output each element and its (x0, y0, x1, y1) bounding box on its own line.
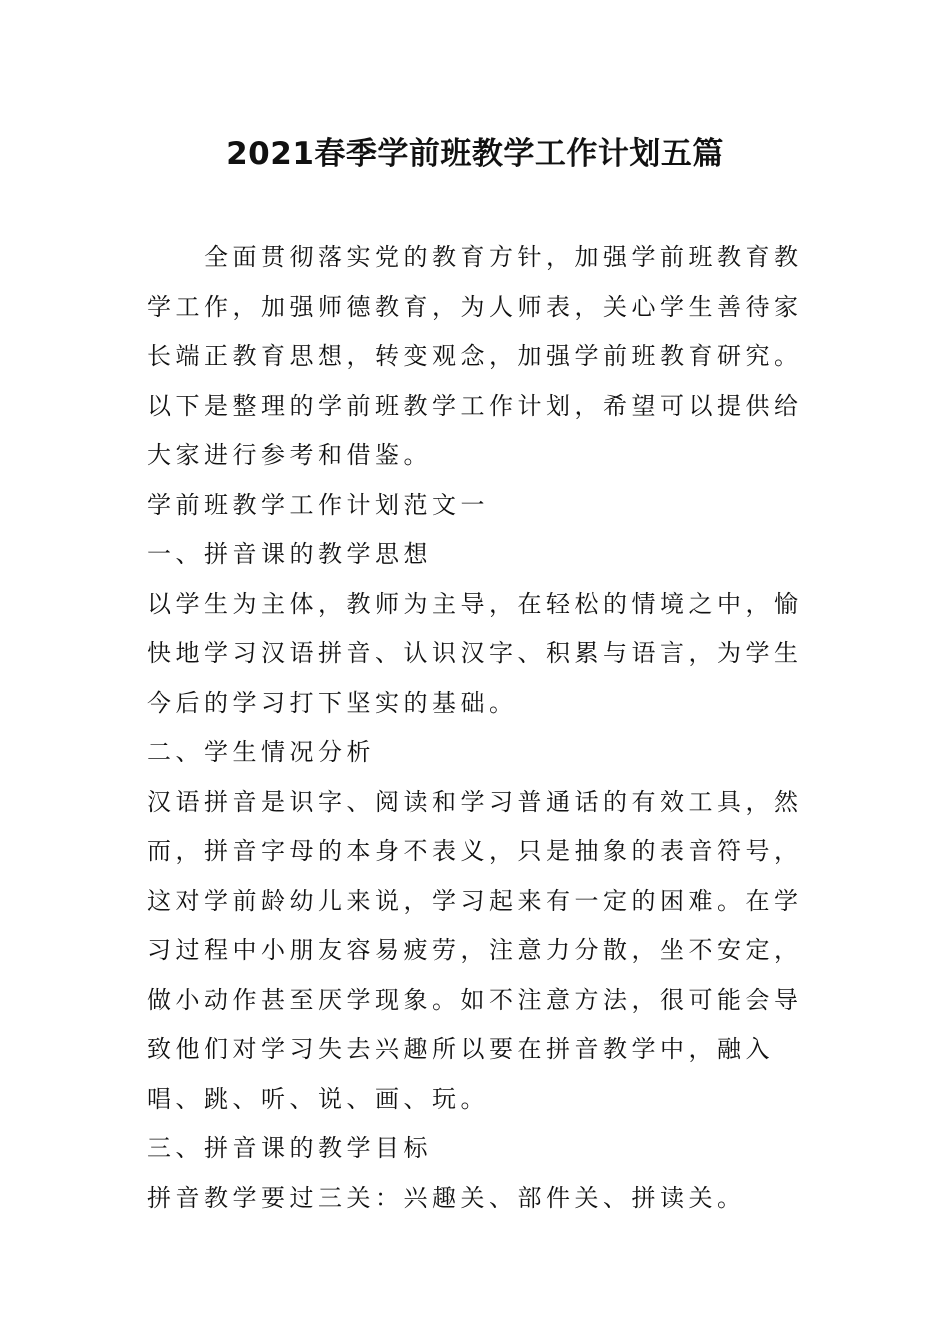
subheading-teaching-philosophy: 一、拼音课的教学思想 (147, 540, 432, 568)
subheading-teaching-goals: 三、拼音课的教学目标 (147, 1134, 432, 1162)
subheading-student-analysis: 二、学生情况分析 (147, 738, 375, 766)
paragraph-teaching-philosophy: 以学生为主体，教师为主导，在轻松的情境之中，愉快地学习汉语拼音、认识汉字、积累与语言，为学生今后的学习打下坚实的基础。 (147, 589, 803, 717)
document-title: 2021春季学前班教学工作计划五篇 (226, 136, 724, 172)
paragraph-student-analysis: 汉语拼音是识字、阅读和学习普通话的有效工具，然而，拼音字母的本身不表义，只是抽象的表音符号，这对学前龄幼儿来说，学习起来有一定的困难。在学习过程中小朋友容易疲劳，注意力分散，坐不安定，做小动作甚至厌学现象。如不注意方法，很可能会导致他们对学习失去兴趣所以要在拼音教学中，融入唱、跳、听、说、画、玩。 (147, 787, 803, 1113)
paragraph-teaching-goals: 拼音教学要过三关：兴趣关、部件关、拼读关。 (147, 1183, 746, 1212)
section-heading-sample-one: 学前班教学工作计划范文一 (147, 490, 489, 519)
document-body (147, 233, 807, 1223)
intro-paragraph: 全面贯彻落实党的教育方针，加强学前班教育教学工作，加强师德教育，为人师表，关心学生善待家长端正教育思想，转变观念，加强学前班教育研究。以下是整理的学前班教学工作计划，希望可以提供给大家进行参考和借鉴。 (147, 243, 803, 469)
